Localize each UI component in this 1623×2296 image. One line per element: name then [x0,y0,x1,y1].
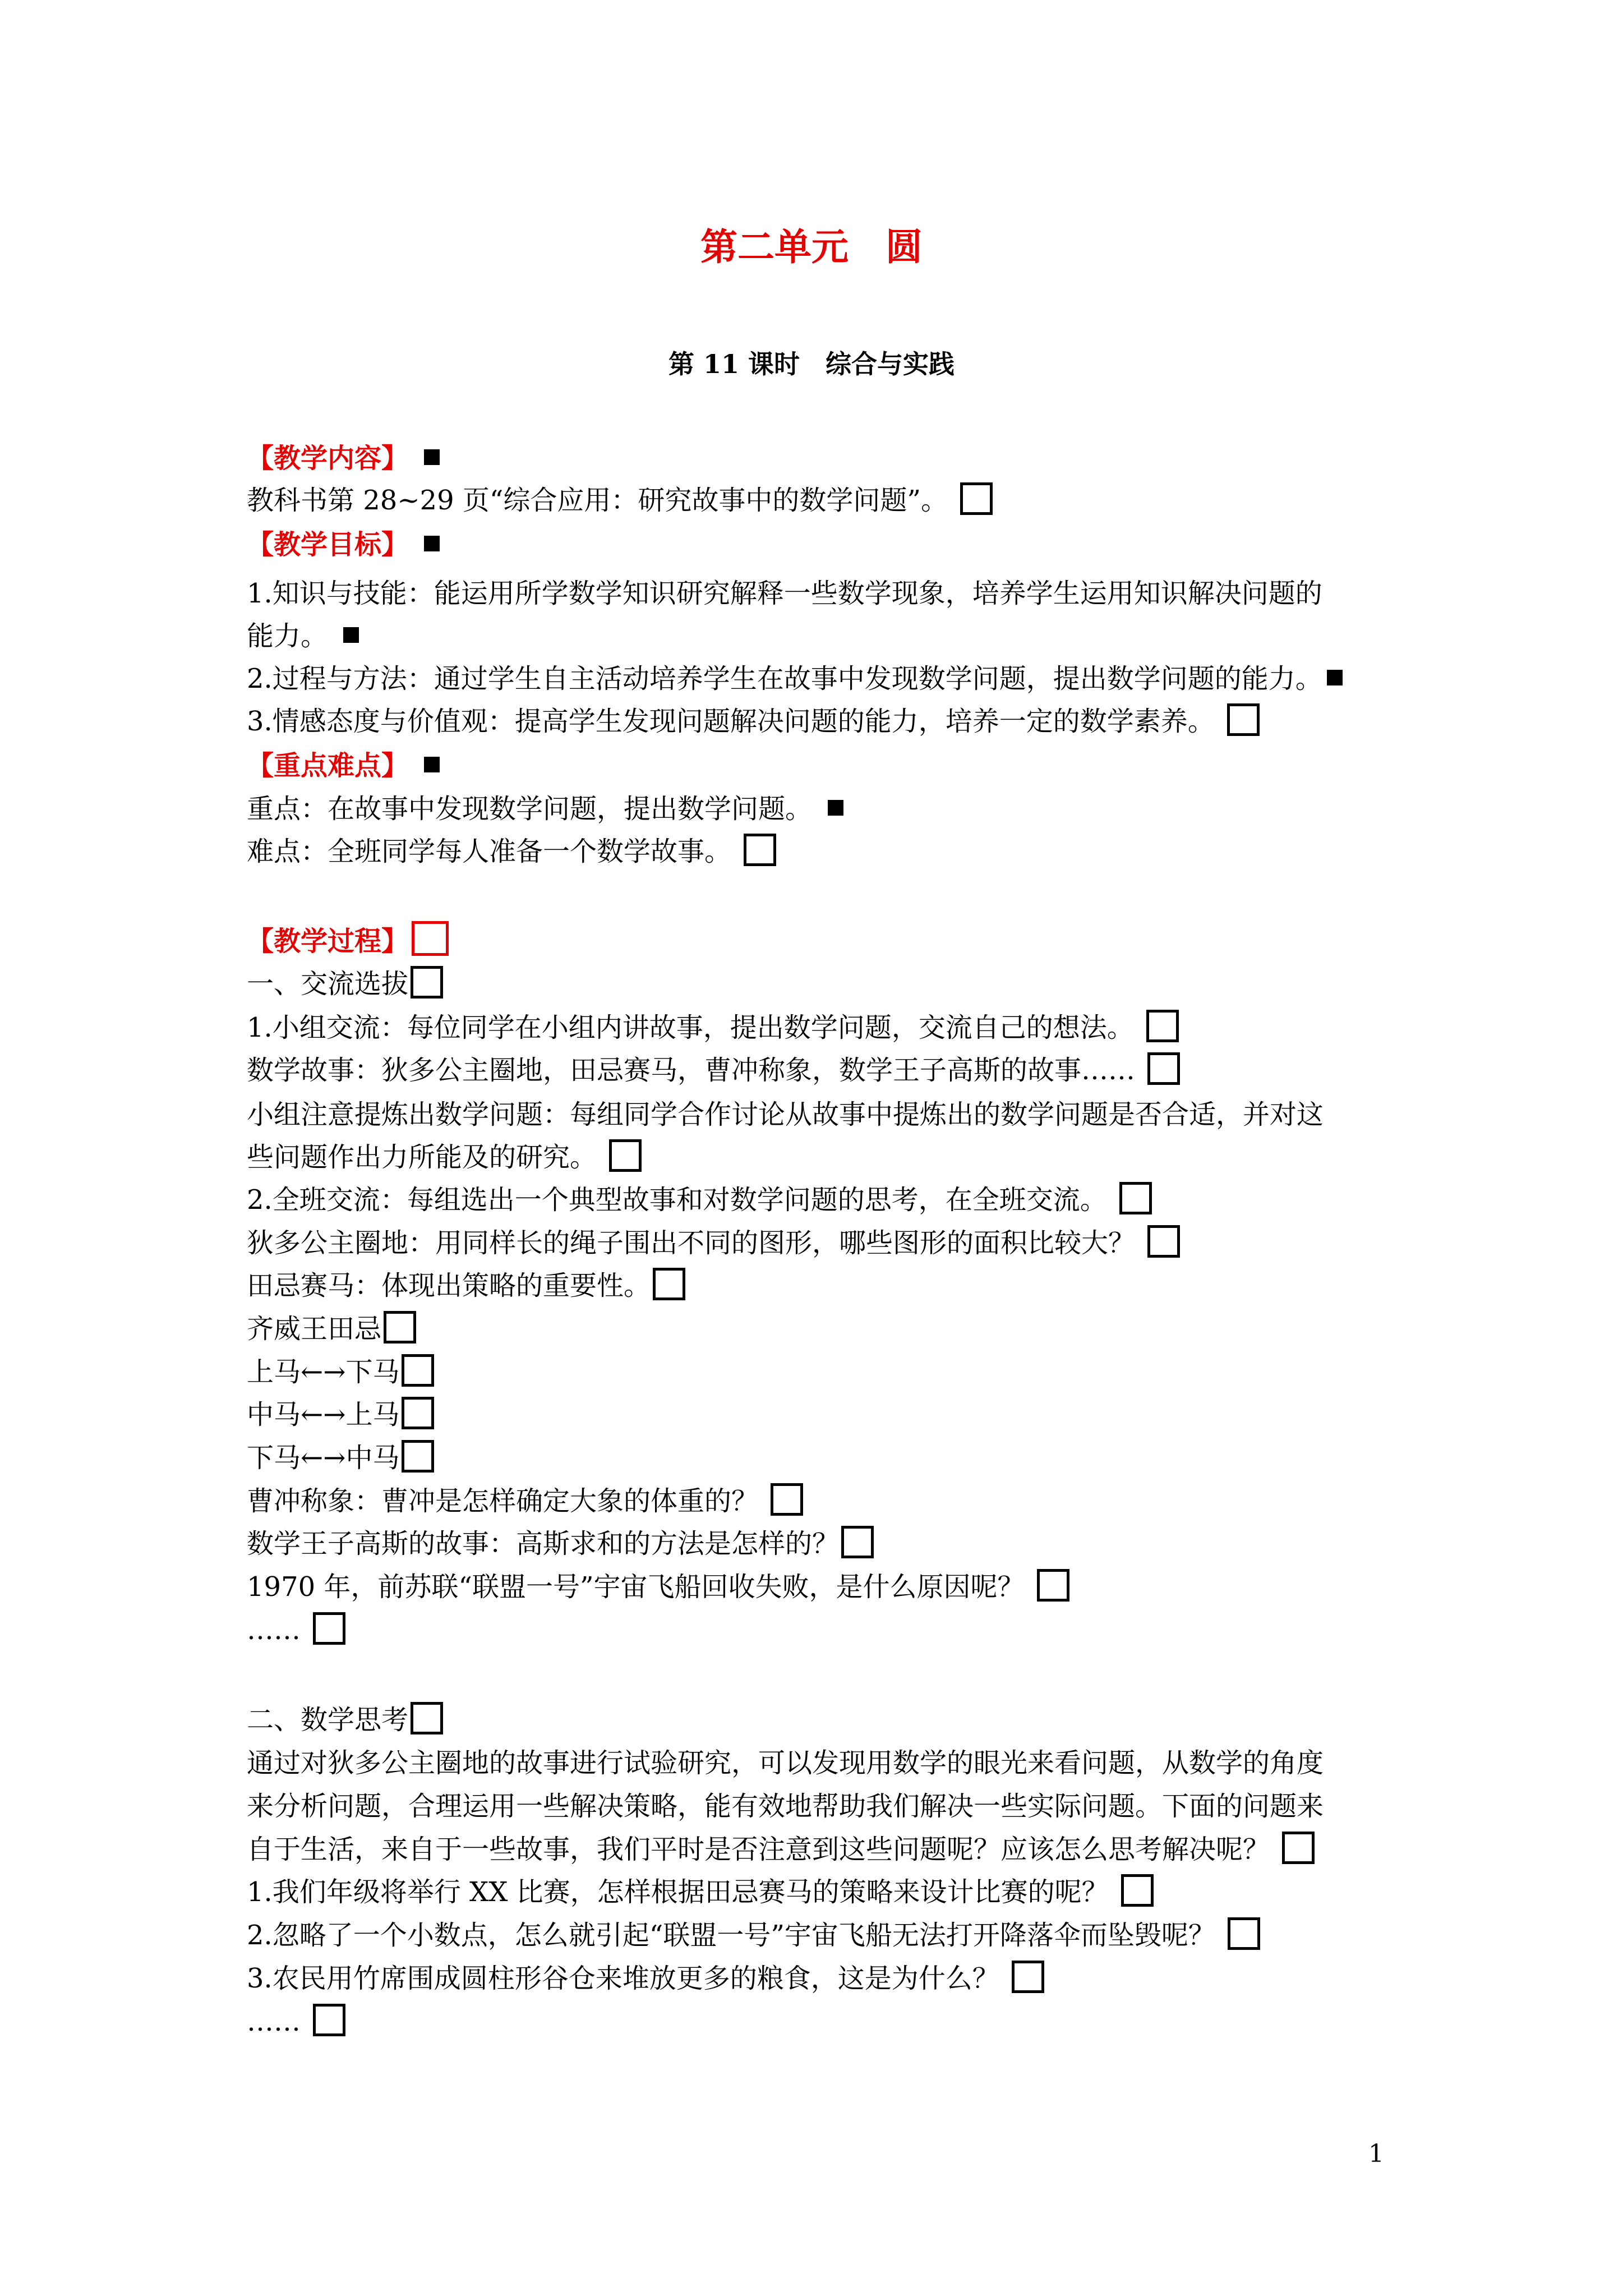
checkbox-icon [411,966,443,999]
checkbox-icon [402,1440,434,1473]
square-marker-icon [828,800,843,816]
checkbox-icon [1146,1010,1179,1042]
p1-4: 2.全班交流：每组选出一个典型故事和对数学问题的思考，在全班交流。 [247,1184,1107,1216]
p1-8: 上马←→下马 [247,1356,400,1388]
p2-7: …… [247,2006,301,2037]
p2-3: 自于生活，来自于一些故事，我们平时是否注意到这些问题呢？应该怎么思考解决呢？ [247,1834,1270,1865]
lesson-subtitle: 第 11 课时 综合与实践 [668,349,955,379]
checkbox-icon [841,1526,874,1558]
p1-9-line [247,1395,434,1435]
p1-5-line [247,1223,1180,1263]
p2-5: 2.忽略了一个小数点，怎么就引起“联盟一号”宇宙飞船无法打开降落伞而坠毁呢？ [247,1920,1215,1951]
process-header: 【教学过程】 [247,926,409,957]
checkbox-icon [744,834,776,866]
p1-12: 数学王子高斯的故事：高斯求和的方法是怎样的？ [247,1528,840,1559]
checkbox-icon [313,2004,345,2036]
p1-10: 下马←→中马 [247,1442,400,1474]
p1-4-line [247,1180,1152,1220]
p1-3a: 小组注意提炼出数学问题：每组同学合作讨论从故事中提炼出的数学问题是否合适，并对这 [247,1099,1324,1130]
unit-title: 第二单元 圆 [700,225,923,269]
p1-5: 狄多公主圈地：用同样长的绳子围出不同的图形，哪些图形的面积比较大？ [247,1227,1136,1259]
goals-header: 【教学目标】 [247,529,409,560]
p2-2: 来分析问题，合理运用一些解决策略，能有效地帮助我们解决一些实际问题。下面的问题来 [247,1791,1324,1822]
keypoints-header-line [247,746,440,786]
p1-14: …… [247,1614,301,1646]
goal1-line1: 1.知识与技能：能运用所学数学知识研究解释一些数学现象，培养学生运用知识解决问题的 [247,578,1322,609]
square-marker-icon [424,449,440,465]
checkbox-icon [1228,1917,1260,1950]
checkbox-icon [653,1268,685,1300]
difficulty-point: 难点：全班同学每人准备一个数学故事。 [247,836,732,867]
p1-11-line [247,1481,803,1521]
p2-3-line [247,1829,1315,1870]
p1-1-line [247,1007,1179,1048]
content-header-line [247,438,440,478]
page-number: 1 [1368,2139,1384,2168]
red-checkbox-icon [412,921,449,956]
p2-4: 1.我们年级将举行 XX 比赛，怎样根据田忌赛马的策略来设计比赛的呢？ [247,1876,1109,1908]
goals-header-line [247,524,440,565]
key-line [247,789,843,829]
key-point: 重点：在故事中发现数学问题，提出数学问题。 [247,793,813,825]
content-header: 【教学内容】 [247,443,409,474]
checkbox-icon [1147,1052,1180,1085]
checkbox-icon [402,1397,434,1429]
goal3-line [247,701,1260,742]
p1-6-line [247,1266,685,1306]
keypoints-header: 【重点难点】 [247,750,409,781]
checkbox-icon [411,1702,443,1734]
p1-3b: 些问题作出力所能及的研究。 [247,1142,597,1173]
goal2: 2.过程与方法：通过学生自主活动培养学生在故事中发现数学问题，提出数学问题的能力。 [247,663,1322,694]
p1-9: 中马←→上马 [247,1399,400,1430]
checkbox-icon [313,1612,345,1645]
part2-title: 二、数学思考 [247,1704,409,1736]
p2-6: 3.农民用竹席围成圆柱形谷仓来堆放更多的粮食，这是为什么？ [247,1963,999,1994]
content-line [247,480,993,521]
content-text: 教科书第 28~29 页“综合应用：研究故事中的数学问题”。 [247,485,948,516]
p1-10-line [247,1438,434,1478]
checkbox-icon [771,1483,803,1516]
goal1-line2-line [247,616,359,656]
checkbox-icon [609,1139,642,1172]
goal1-line2: 能力。 [247,620,328,652]
process-header-line [247,921,449,961]
square-marker-icon [424,536,440,551]
part1-title-line [247,964,443,1004]
square-marker-icon [1327,670,1343,685]
checkbox-icon [1147,1225,1180,1258]
p1-6: 田忌赛马：体现出策略的重要性。 [247,1270,651,1301]
checkbox-icon [1227,703,1260,736]
checkbox-icon [960,482,993,515]
p1-8-line [247,1352,434,1392]
p1-11: 曹冲称象：曹冲是怎样确定大象的体重的？ [247,1485,759,1517]
square-marker-icon [343,627,359,643]
checkbox-icon [384,1311,416,1343]
p2-1: 通过对狄多公主圈地的故事进行试验研究，可以发现用数学的眼光来看问题，从数学的角度 [247,1747,1324,1779]
checkbox-icon [1121,1874,1154,1907]
p1-7: 齐威王田忌 [247,1313,382,1345]
p1-1: 1.小组交流：每位同学在小组内讲故事，提出数学问题，交流自己的想法。 [247,1012,1134,1043]
p2-5-line [247,1915,1260,1955]
square-marker-icon [424,757,440,772]
p1-2-line [247,1050,1180,1091]
part2-title-line [247,1700,443,1740]
checkbox-icon [1012,1961,1044,1993]
goal3: 3.情感态度与价值观：提高学生发现问题解决问题的能力，培养一定的数学素养。 [247,706,1215,737]
p1-3b-line [247,1137,642,1177]
checkbox-icon [1037,1569,1069,1602]
checkbox-icon [1119,1182,1152,1214]
goal2-line [247,659,1343,699]
checkbox-icon [402,1354,434,1387]
p2-4-line [247,1872,1154,1912]
p1-2: 数学故事：狄多公主圈地，田忌赛马，曹冲称象，数学王子高斯的故事…… [247,1055,1136,1086]
p2-7-line [247,2001,345,2042]
checkbox-icon [1282,1832,1315,1864]
p1-14-line [247,1610,345,1650]
difficulty-line [247,831,776,872]
p1-13: 1970 年，前苏联“联盟一号”宇宙飞船回收失败，是什么原因呢？ [247,1571,1025,1603]
p1-7-line [247,1309,416,1349]
part1-title: 一、交流选拔 [247,968,409,1000]
p2-6-line [247,1958,1044,1999]
p1-13-line [247,1567,1069,1607]
p1-12-line [247,1524,874,1564]
